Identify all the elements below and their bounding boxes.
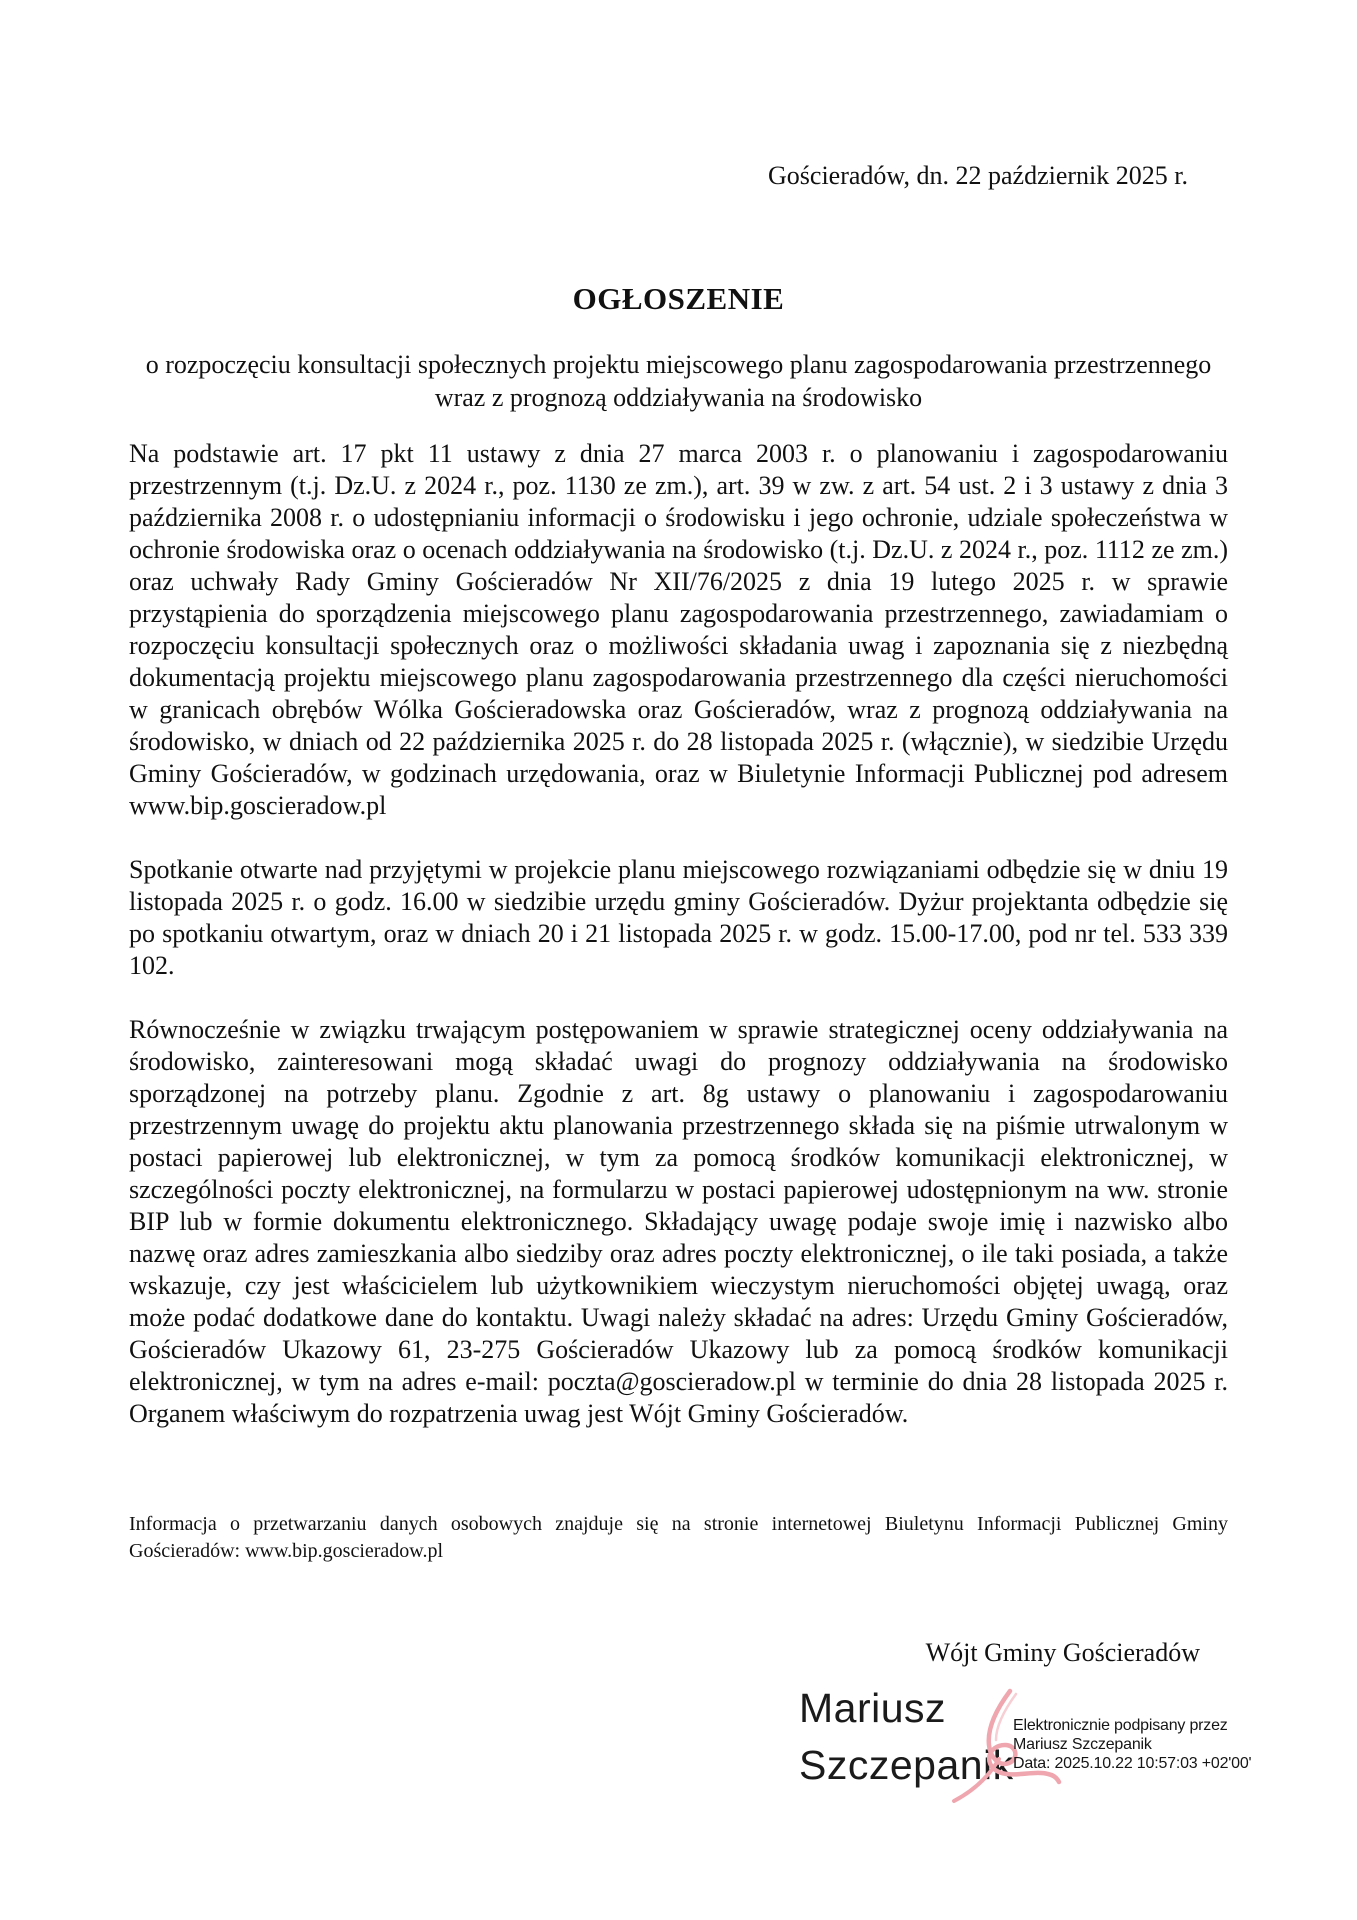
signer-title: Wójt Gminy Gościeradów bbox=[925, 1638, 1200, 1667]
signature-stamp-line-3: Data: 2025.10.22 10:57:03 +02'00' bbox=[1013, 1755, 1252, 1772]
document-subtitle bbox=[129, 348, 1228, 414]
signature-stamp-line-1: Elektronicznie podpisany przez bbox=[1013, 1717, 1228, 1734]
signature-stamp-details bbox=[1013, 1716, 1251, 1773]
subtitle-line-2: wraz z prognozą oddziaływania na środowisko bbox=[434, 383, 923, 412]
page-title: OGŁOSZENIE bbox=[572, 281, 785, 316]
dateline: Gościeradów, dn. 22 październik 2025 r. bbox=[768, 161, 1188, 190]
privacy-note: Informacja o przetwarzaniu danych osobowych znajduje się na stronie internetowej Biuletynu Informacji Publicznej Gminy Gościeradów: www.bip.goscieradow.pl bbox=[129, 1513, 1228, 1562]
signature-name-line-1: Mariusz bbox=[799, 1685, 947, 1731]
paragraph-remarks-submission: Równocześnie w związku trwającym postępowaniem w sprawie strategicznej oceny oddziaływania na środowisko, zainteresowani mogą składać uwagi do prognozy oddziaływania na środowisko sporządzonej na potrzeby planu. Zgodnie z art. 8g ustawy o planowaniu i zagospodarowaniu przestrzennym uwagę do projektu aktu planowania przestrzennego składa się na piśmie utrwalonym w postaci papierowej lub elektronicznej, w tym za pomocą środków komunikacji elektronicznej, w szczególności poczty elektronicznej, na formularzu w postaci papierowej udostępnionym na ww. stronie BIP lub w formie dokumentu elektronicznego. Składający uwagę podaje swoje imię i nazwisko albo nazwę oraz adres zamieszkania albo siedziby oraz adres poczty elektronicznej, o ile taki posiada, a także wskazuje, czy jest właścicielem lub użytkownikiem wieczystym nieruchomości objętej uwagą, oraz może podać dodatkowe dane do kontaktu. Uwagi należy składać na adres: Urzędu Gminy Gościeradów, Gościeradów Ukazowy 61, 23-275 Gościeradów Ukazowy lub za pomocą środków komunikacji elektronicznej, w tym na adres e-mail: poczta@goscieradow.pl w terminie do dnia 28 listopada 2025 r. Organem właściwym do rozpatrzenia uwag jest Wójt Gminy Gościeradów. bbox=[129, 1015, 1228, 1428]
signature-name-line-2: Szczepanik bbox=[799, 1742, 1014, 1788]
paragraph-open-meeting: Spotkanie otwarte nad przyjętymi w projekcie planu miejscowego rozwiązaniami odbędzie się w dniu 19 listopada 2025 r. o godz. 16.00 w siedzibie urzędu gminy Gościeradów. Dyżur projektanta odbędzie się po spotkaniu otwartym, oraz w dniach 20 i 21 listopada 2025 r. w godz. 15.00-17.00, pod nr tel. 533 339 102. bbox=[129, 855, 1228, 980]
signature-stamp-line-2: Mariusz Szczepanik bbox=[1013, 1736, 1152, 1753]
paragraph-legal-basis: Na podstawie art. 17 pkt 11 ustawy z dnia 27 marca 2003 r. o planowaniu i zagospodarowaniu przestrzennym (t.j. Dz.U. z 2024 r., poz. 1130 ze zm.), art. 39 w zw. z art. 54 ust. 2 i 3 ustawy z dnia 3 października 2008 r. o udostępnianiu informacji o środowisku i jego ochronie, udziale społeczeństwa w ochronie środowiska oraz o ocenach oddziaływania na środowisko (t.j. Dz.U. z 2024 r., poz. 1112 ze zm.) oraz uchwały Rady Gminy Gościeradów Nr XII/76/2025 z dnia 19 lutego 2025 r. w sprawie przystąpienia do sporządzenia miejscowego planu zagospodarowania przestrzennego, zawiadamiam o rozpoczęciu konsultacji społecznych oraz o możliwości składania uwag i zapoznania się z niezbędną dokumentacją projektu miejscowego planu zagospodarowania przestrzennego dla części nieruchomości w granicach obrębów Wólka Gościeradowska oraz Gościeradów, wraz z prognozą oddziaływania na środowisko, w dniach od 22 października 2025 r. do 28 listopada 2025 r. (włącznie), w siedzibie Urzędu Gminy Gościeradów, w godzinach urzędowania, oraz w Biuletynie Informacji Publicznej pod adresem www.bip.goscieradow.pl bbox=[129, 439, 1228, 820]
subtitle-line-1: o rozpoczęciu konsultacji społecznych projektu miejscowego planu zagospodarowania przestrzennego bbox=[145, 350, 1212, 379]
